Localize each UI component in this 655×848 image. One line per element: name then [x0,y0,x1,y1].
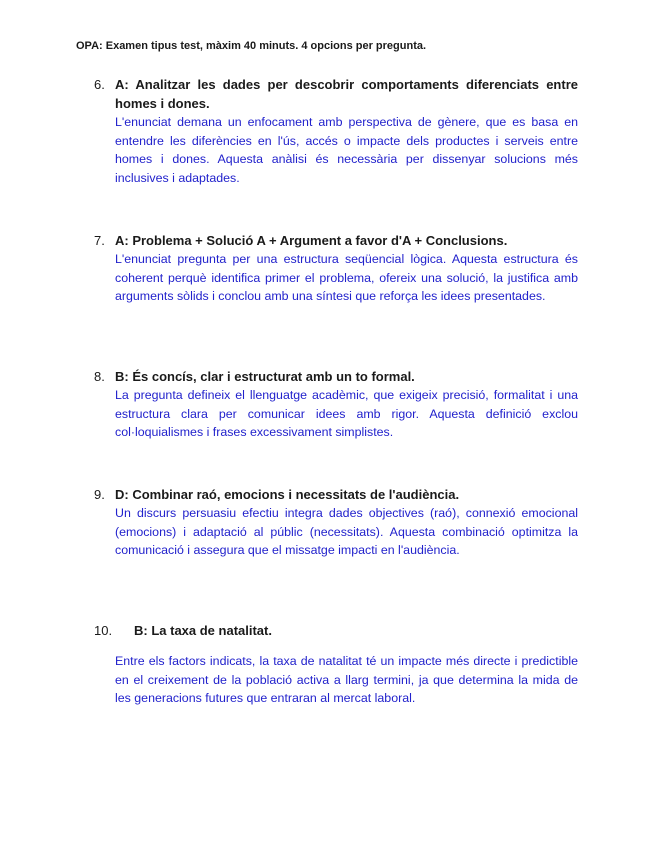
question-9 [94,485,578,560]
question-line [94,367,578,386]
question-8 [94,367,578,442]
question-answer: B: La taxa de natalitat. [134,623,272,638]
question-answer: B: És concís, clar i estructurat amb un to formal. [115,369,415,384]
question-line [94,621,578,640]
question-number: 8. [94,369,105,384]
question-6 [94,75,578,187]
question-line [94,485,578,504]
question-10 [94,621,578,708]
question-line [94,231,578,250]
question-number: 9. [94,487,105,502]
question-explanation: L'enunciat demana un enfocament amb perspectiva de gènere, que es basa en entendre les diferències en l'ús, accés o impacte dels productes i serveis entre homes i dones. Aquesta anàlisi és necessària per dissenyar solucions més inclusives i adaptades. [115,115,578,185]
question-answer: D: Combinar raó, emocions i necessitats de l'audiència. [115,487,460,502]
question-answer: A: Problema + Solució A + Argument a favor d'A + Conclusions. [115,233,508,248]
question-line [94,75,578,113]
question-number: 7. [94,233,105,248]
question-number: 6. [94,77,105,92]
question-explanation: L'enunciat pregunta per una estructura seqüencial lògica. Aquesta estructura és coherent perquè identifica primer el problema, ofereix una solució, la justifica amb arguments sòlids i conclou amb una síntesi que reforça les idees presentades. [115,252,578,303]
page-header: OPA: Examen tipus test, màxim 40 minuts. 4 opcions per pregunta. [76,40,427,52]
question-explanation: Un discurs persuasiu efectiu integra dades objectives (raó), connexió emocional (emocions) i adaptació al públic (necessitats). Aquesta combinació optimitza la comunicació i assegura que el missatge impacti en l'audiència. [115,506,578,557]
question-7 [94,231,578,306]
question-number: 10. [94,623,113,638]
question-explanation: La pregunta defineix el llenguatge acadèmic, que exigeix precisió, formalitat i una estructura clara per comunicar idees amb rigor. Aquesta definició exclou col·loquialismes i frases excessivament simplistes. [115,388,578,439]
question-explanation: Entre els factors indicats, la taxa de natalitat té un impacte més directe i predictible en el creixement de la població activa a llarg termini, ja que determina la mida de les generacions futures que entraran al mercat laboral. [115,654,578,705]
question-answer: A: Analitzar les dades per descobrir comportaments diferenciats entre homes i dones. [115,77,578,111]
